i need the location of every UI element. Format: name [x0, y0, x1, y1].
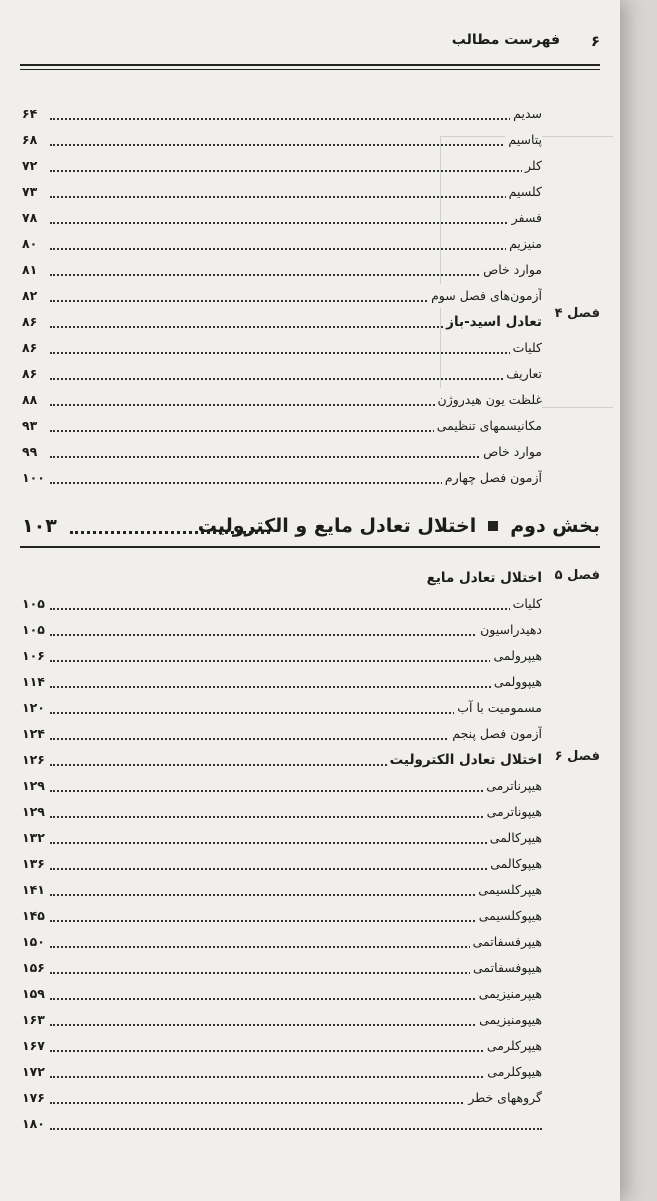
toc-entry-title: هیپرناترمی: [483, 774, 542, 798]
page-header: [0, 28, 600, 68]
part-label: بخش دوم: [510, 515, 600, 537]
toc-entry-title: کلر: [522, 154, 542, 178]
toc-entry-page: ۶۸: [22, 128, 50, 152]
toc-entry-page: ۸۶: [22, 362, 50, 386]
leader-dots: [50, 790, 542, 792]
toc-entry: [22, 800, 542, 824]
page-title: فهرست مطالب: [451, 32, 560, 48]
toc-entry-title: سدیم: [510, 102, 542, 126]
part-page-number: ۱۰۳: [22, 515, 57, 537]
toc-entry-page: ۱۳۶: [22, 852, 50, 876]
toc-entry-title: مکانیسمهای تنظیمی: [434, 414, 542, 438]
toc-entry: [22, 388, 542, 412]
page-number: ۶: [590, 32, 600, 50]
toc-entry-title: هیپوکالمی: [487, 852, 542, 876]
chapter-6-label: فصل ۶: [554, 749, 600, 764]
leader-dots: [50, 920, 542, 922]
toc-entry-page: ۱۰۵: [22, 618, 50, 642]
leader-dots: [50, 894, 542, 896]
chapter-5-label: فصل ۵: [554, 568, 600, 583]
leader-dots: [50, 972, 542, 974]
toc-entry-page: ۱۰۵: [22, 592, 50, 616]
toc-entry-title: موارد خاص: [480, 440, 542, 464]
toc-entry: [22, 362, 542, 386]
toc-entry-title: هیپرمنیزیمی: [476, 982, 542, 1006]
toc-entry: [22, 722, 542, 746]
toc-entry-title: دهیدراسیون: [477, 618, 542, 642]
leader-dots: [50, 352, 542, 354]
toc-entry: [22, 1060, 542, 1084]
leader-dots: [50, 608, 542, 610]
toc-entry: [22, 414, 542, 438]
toc-entry: [22, 258, 542, 282]
part-heading: [22, 508, 600, 544]
toc-entry-title: گروههای خطر: [465, 1086, 542, 1110]
chapter-4-label: فصل ۴: [554, 306, 600, 321]
toc-entry: [22, 852, 542, 876]
toc-entry: [22, 956, 542, 980]
toc-entry: [22, 774, 542, 798]
toc-entry-page: ۱۰۰: [22, 466, 50, 490]
toc-entry: [22, 466, 542, 490]
toc-entry-page: ۱۶۷: [22, 1034, 50, 1058]
toc-entry-title: کلسیم: [506, 180, 542, 204]
toc-entry: [22, 904, 542, 928]
toc-entry-title: هیپرکالمی: [487, 826, 542, 850]
toc-entry-title: تعاریف: [503, 362, 542, 386]
square-bullet-icon: [488, 521, 498, 531]
toc-entry-page: ۱۵۹: [22, 982, 50, 1006]
toc-entry-title: هیپرکلرمی: [484, 1034, 542, 1058]
toc-entry-page: ۱۲۹: [22, 800, 50, 824]
toc-entry: [22, 878, 542, 902]
toc-entry-title: هیپوولمی: [491, 670, 542, 694]
toc-entry-title: کلیات: [510, 336, 542, 360]
toc-entry: [22, 154, 542, 178]
toc-entry-page: ۶۴: [22, 102, 50, 126]
toc-entry-page: ۷۸: [22, 206, 50, 230]
toc-entry: [22, 1034, 542, 1058]
toc-entry: [22, 930, 542, 954]
toc-entry-page: ۱۱۴: [22, 670, 50, 694]
leader-dots: [50, 946, 542, 948]
toc-entry: [22, 826, 542, 850]
toc-entry-page: ۱۲۴: [22, 722, 50, 746]
toc-entry-title: آزمون‌های فصل سوم: [428, 284, 542, 308]
toc-entry-page: ۹۳: [22, 414, 50, 438]
header-rule: [20, 64, 600, 66]
toc-entry: [22, 670, 542, 694]
toc-entry-page: ۱۵۶: [22, 956, 50, 980]
toc-entry-page: ۱۴۱: [22, 878, 50, 902]
toc-entry: [22, 206, 542, 230]
toc-entry-page: ۱۴۵: [22, 904, 50, 928]
toc-entry-title: پتاسیم: [505, 128, 542, 152]
toc-entry: [22, 310, 542, 334]
toc-entry-page: ۸۲: [22, 284, 50, 308]
leader-dots: [50, 196, 542, 198]
toc-entry: [22, 982, 542, 1006]
toc-entry: [22, 284, 542, 308]
header-rule-thin: [20, 69, 600, 70]
toc-entry-page: ۸۶: [22, 336, 50, 360]
toc-entry: [22, 618, 542, 642]
leader-dots: [50, 144, 542, 146]
leader-dots: [50, 222, 542, 224]
toc-entry-title: فسفر: [509, 206, 542, 230]
toc-entry: [22, 592, 542, 616]
leader-dots: [50, 998, 542, 1000]
toc-entry-page: ۱۲۶: [22, 748, 50, 772]
toc-entry: [22, 696, 542, 720]
leader-dots: [50, 1050, 542, 1052]
toc-entry-title: هیپوکلرمی: [484, 1060, 542, 1084]
leader-dots: [50, 1024, 542, 1026]
toc-entry: [22, 748, 542, 772]
leader-dots: [50, 868, 542, 870]
toc-entry-title: هیپرکلسیمی: [475, 878, 542, 902]
leader-dots: [50, 686, 542, 688]
toc-entry-title: هیپوکلسیمی: [476, 904, 542, 928]
toc-entry-title: تعادل اسید-باز: [443, 310, 542, 334]
leader-dots: [50, 1128, 542, 1130]
leader-dots: [50, 170, 542, 172]
toc-entry-page: ۱۷۲: [22, 1060, 50, 1084]
toc-entry-title: منیزیم: [506, 232, 542, 256]
toc-entry: [22, 440, 542, 464]
toc-entry-page: ۸۸: [22, 388, 50, 412]
toc-entry: [22, 1086, 542, 1110]
toc-entry: [22, 566, 542, 590]
toc-entry: [22, 336, 542, 360]
toc-entry-title: هیپرولمی: [490, 644, 542, 668]
leader-dots: [50, 118, 542, 120]
leader-dots: [50, 634, 542, 636]
leader-dots: [50, 816, 542, 818]
toc-entry-title: کلیات: [510, 592, 542, 616]
toc-entry: [22, 180, 542, 204]
toc-entry-title: آزمون فصل چهارم: [442, 466, 542, 490]
toc-entry-page: ۱۲۰: [22, 696, 50, 720]
toc-entry-title: هیپومنیزیمی: [476, 1008, 542, 1032]
toc-entry: [22, 232, 542, 256]
toc-entry-page: ۸۰: [22, 232, 50, 256]
leader-dots: [50, 1076, 542, 1078]
toc-entry-page: ۸۶: [22, 310, 50, 334]
toc-entry: [22, 644, 542, 668]
toc-entry-title: هیپوفسفاتمی: [470, 956, 542, 980]
toc-entry-title: اختلال تعادل الکترولیت: [387, 748, 542, 772]
toc-entry-title: هیپوناترمی: [484, 800, 542, 824]
leader-dots: [50, 248, 542, 250]
part-leader-dots: [70, 531, 270, 534]
part-rule: [20, 546, 600, 548]
toc-entry-title: موارد خاص: [480, 258, 542, 282]
toc-entry-title: غلظت یون هیدروژن: [435, 388, 542, 412]
toc-entry-page: ۱۷۶: [22, 1086, 50, 1110]
toc-entry: [22, 1008, 542, 1032]
toc-entry-page: ۱۳۲: [22, 826, 50, 850]
toc-entry-page: ۱۶۳: [22, 1008, 50, 1032]
toc-entry-title: اختلال تعادل مایع: [424, 566, 542, 590]
toc-entry: [22, 128, 542, 152]
leader-dots: [50, 842, 542, 844]
toc-entry-page: ۹۹: [22, 440, 50, 464]
leader-dots: [50, 456, 542, 458]
leader-dots: [50, 660, 542, 662]
toc-entry-page: ۱۰۶: [22, 644, 50, 668]
leader-dots: [50, 274, 542, 276]
leader-dots: [50, 378, 542, 380]
toc-entry-page: ۷۳: [22, 180, 50, 204]
toc-entry-page: ۱۸۰: [22, 1112, 50, 1136]
toc-entry-title: مسمومیت با آب: [454, 696, 542, 720]
toc-entry: [22, 102, 542, 126]
toc-entry-page: ۱۵۰: [22, 930, 50, 954]
part-title: اختلال تعادل مایع و الکترولیت: [197, 515, 477, 537]
toc-entry-title: آزمون فصل پنجم: [449, 722, 542, 746]
toc-entry-title: هیپرفسفاتمی: [470, 930, 542, 954]
toc-entry-page: ۱۲۹: [22, 774, 50, 798]
toc-entry-page: ۷۲: [22, 154, 50, 178]
toc-entry-page: ۸۱: [22, 258, 50, 282]
toc-entry: [22, 1112, 542, 1136]
